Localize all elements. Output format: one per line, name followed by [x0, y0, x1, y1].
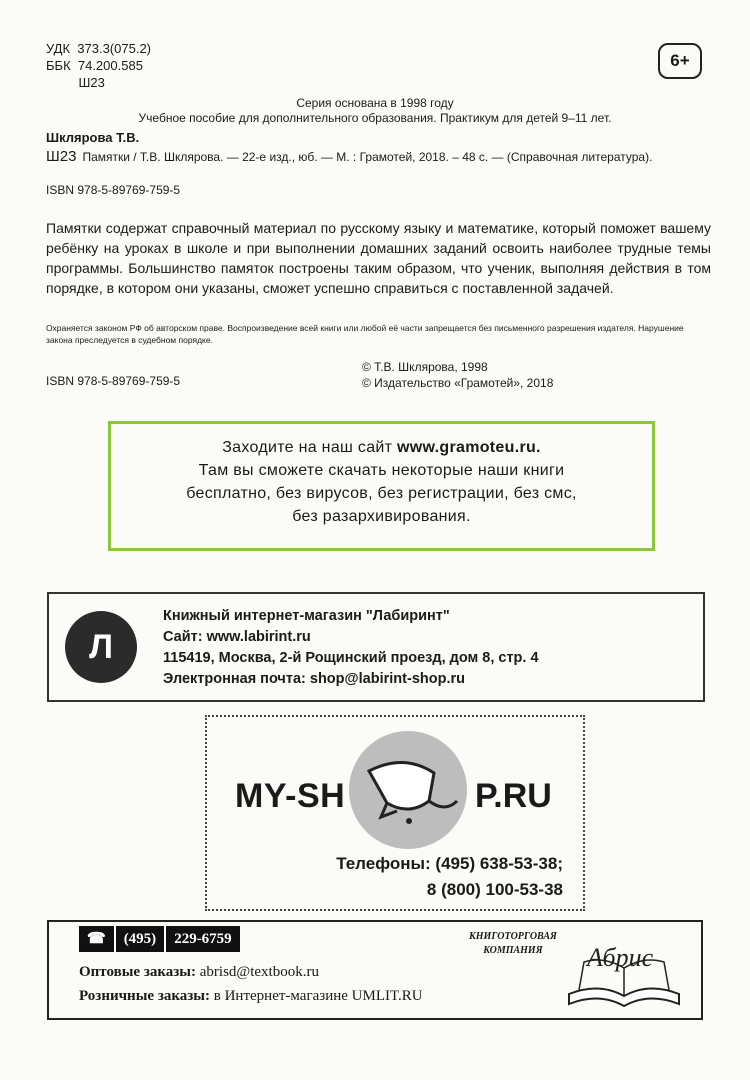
labirint-title: Книжный интернет-магазин "Лабиринт" [163, 608, 450, 624]
series-founded: Серия основана в 1998 году [296, 96, 454, 110]
abris-retail [79, 988, 423, 1005]
copyright-law-notice: Охраняется законом РФ об авторском праве. Воспроизведение всей книги или любой её части запрещается без письменного разрешения издателя. Нарушение закона преследуется в судебном порядке. [46, 323, 684, 345]
gramoteu-line1: Заходите на наш сайт [222, 439, 398, 456]
author-code-line: Ш23 [46, 75, 105, 90]
myshop-phone-2: 8 (800) 100-53-38 [426, 880, 563, 899]
abris-banner [47, 920, 703, 1020]
udk-block [46, 40, 151, 91]
myshop-name-left: MY-SH [235, 777, 346, 815]
series-info [0, 96, 750, 126]
gramoteu-line4: без разархивирования. [292, 508, 471, 525]
author-name: Шклярова Т.В. [46, 130, 140, 145]
abris-logo-text: Абрис [587, 943, 654, 972]
isbn-top: ISBN 978-5-89769-759-5 [46, 183, 181, 197]
copyright-publisher: © Издательство «Грамотей», 2018 [362, 376, 554, 390]
isbn-bottom: ISBN 978-5-89769-759-5 [46, 374, 181, 388]
abris-retail-value: в Интернет-магазине UMLIT.RU [210, 988, 423, 1004]
abris-wholesale [79, 964, 319, 981]
abris-company-line2: КОМПАНИЯ [483, 945, 543, 956]
labirint-email: Электронная почта: shop@labirint-shop.ru [163, 671, 465, 687]
biblio-code: Ш23 [46, 148, 77, 165]
abris-phone-box [79, 926, 240, 952]
gramoteu-line3: бесплатно, без вирусов, без регистрации, без смс, [186, 485, 577, 502]
phone-icon: ☎ [79, 926, 116, 952]
abris-wholesale-label: Оптовые заказы: [79, 964, 197, 980]
abris-wholesale-email[interactable]: abrisd@textbook.ru [196, 964, 319, 980]
labirint-address: 115419, Москва, 2-й Рощинский проезд, дом 8, стр. 4 [163, 650, 539, 666]
age-rating-badge: 6+ [658, 43, 702, 79]
abris-logo-icon [559, 932, 689, 1017]
abris-phone-number: 229-6759 [174, 931, 232, 947]
labirint-info [163, 606, 539, 690]
biblio-text: Памятки / Т.В. Шклярова. — 22-е изд., юб. — М. : Грамотей, 2018. – 48 с. — (Справочная литература). [82, 150, 653, 164]
series-description: Учебное пособие для дополнительного образования. Практикум для детей 9–11 лет. [138, 111, 612, 125]
bbk-line: ББК 74.200.585 [46, 58, 143, 73]
myshop-logo-icon [349, 731, 467, 849]
annotation: Памятки содержат справочный материал по русскому языку и математике, который поможет вашему ребёнку на уроках в школе и при выполнении домашних заданий освоить наиболее трудные темы программы. Большинство памяток построены таким образом, что ученик, выполняя действия в том порядке, в котором они указаны, сможет успешно справиться с поставленной задачей. [46, 220, 711, 296]
myshop-phones [223, 851, 563, 903]
gramoteu-line2: Там вы сможете скачать некоторые наши книги [198, 462, 565, 479]
labirint-banner [47, 592, 705, 702]
myshop-phone-1: Телефоны: (495) 638-53-38; [336, 854, 563, 873]
myshop-banner [205, 715, 585, 911]
copyright-author: © Т.В. Шклярова, 1998 [362, 360, 488, 374]
bibliographic-record [46, 148, 706, 166]
abris-retail-label: Розничные заказы: [79, 988, 211, 1004]
labirint-logo-icon: Л [65, 611, 137, 683]
myshop-name-right: P.RU [475, 777, 552, 815]
abris-company-line1: КНИГОТОРГОВАЯ [469, 931, 557, 942]
copyright-block [362, 359, 553, 391]
labirint-site: Сайт: www.labirint.ru [163, 629, 311, 645]
udk-line: УДК 373.3(075.2) [46, 41, 151, 56]
abris-company-label [469, 930, 557, 958]
abris-phone-code: (495) [116, 926, 167, 952]
gramoteu-site-link[interactable]: www.gramoteu.ru. [397, 439, 541, 456]
gramoteu-banner [108, 421, 655, 551]
